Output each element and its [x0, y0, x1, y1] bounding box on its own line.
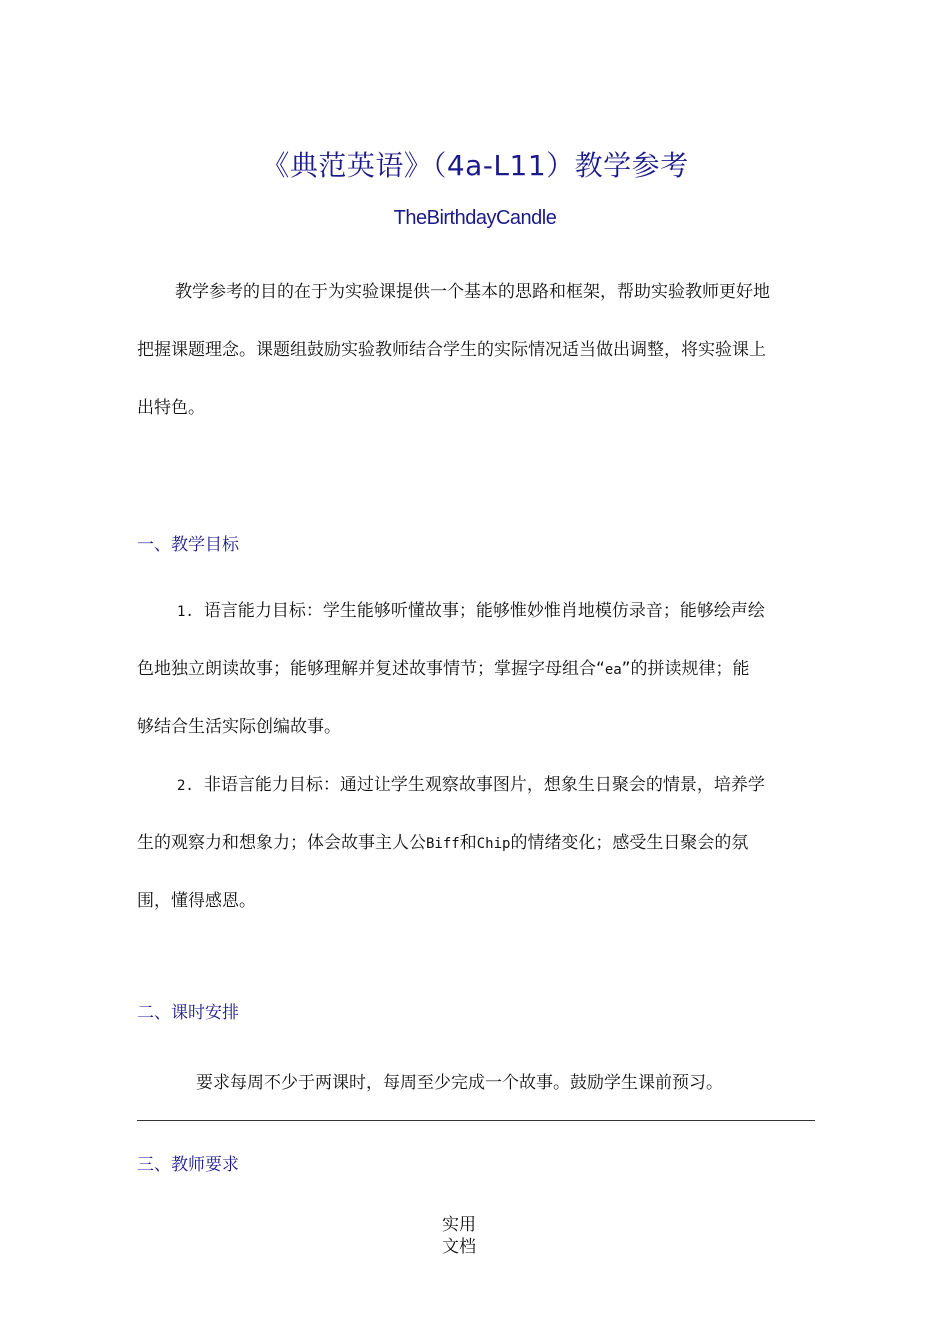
document-subtitle: TheBirthdayCandle [393, 207, 557, 229]
document-title: 《典范英语》（4a-L11）教学参考 [261, 149, 689, 182]
goal-item-2-number: 2. [177, 778, 194, 794]
goal-item-2-biff: Biff [426, 836, 460, 852]
goal-item-1 [137, 582, 817, 756]
section-heading-schedule: 二、课时安排 [137, 1003, 239, 1023]
goal-item-2-line-1 [137, 756, 817, 814]
goal-item-2-line-3: 围，懂得感恩。 [137, 891, 256, 911]
goal-item-2-chip: Chip [476, 836, 511, 852]
horizontal-divider [137, 1120, 815, 1121]
intro-paragraph [137, 263, 817, 437]
section-heading-goals: 一、教学目标 [137, 535, 239, 555]
goal-item-1-text-2b: ”的拼读规律；能 [621, 659, 750, 679]
goal-item-1-text-2a: 色地独立朗读故事；能够理解并复述故事情节；掌握字母组合“ [137, 659, 605, 679]
schedule-text: 要求每周不少于两课时，每周至少完成一个故事。鼓励学生课前预习。 [196, 1073, 723, 1093]
goal-item-1-line-3: 够结合生活实际创编故事。 [137, 717, 341, 737]
goal-item-2-text-1: 非语言能力目标：通过让学生观察故事图片，想象生日聚会的情景，培养学 [203, 775, 765, 795]
goal-item-2-text-2a: 生的观察力和想象力；体会故事主人公 [137, 833, 426, 853]
section-heading-teacher-requirements: 三、教师要求 [137, 1155, 239, 1175]
goal-item-2 [137, 756, 817, 930]
goal-item-1-ea: ea [604, 662, 622, 678]
goal-item-1-text-1: 语言能力目标：学生能够听懂故事；能够惟妙惟肖地模仿录音；能够绘声绘 [203, 601, 765, 621]
intro-line-3: 出特色。 [137, 398, 205, 418]
intro-line-1: 教学参考的目的在于为实验课提供一个基本的思路和框架，帮助实验教师更好地 [175, 282, 770, 302]
goal-item-2-text-2b: 的情绪变化；感受生日聚会的氛 [510, 833, 749, 853]
goal-item-1-line-1 [137, 582, 817, 640]
intro-line-2: 把握课题理念。课题组鼓励实验教师结合学生的实际情况适当做出调整，将实验课上 [137, 340, 766, 360]
page-footer [0, 1214, 918, 1258]
goal-item-2-and: 和 [459, 833, 477, 853]
goal-item-1-number: 1. [177, 604, 194, 620]
footer-line-1: 实用 [442, 1215, 476, 1235]
goal-item-2-line-2 [137, 814, 817, 872]
goal-item-1-line-2 [137, 640, 817, 698]
footer-line-2: 文档 [442, 1237, 476, 1257]
